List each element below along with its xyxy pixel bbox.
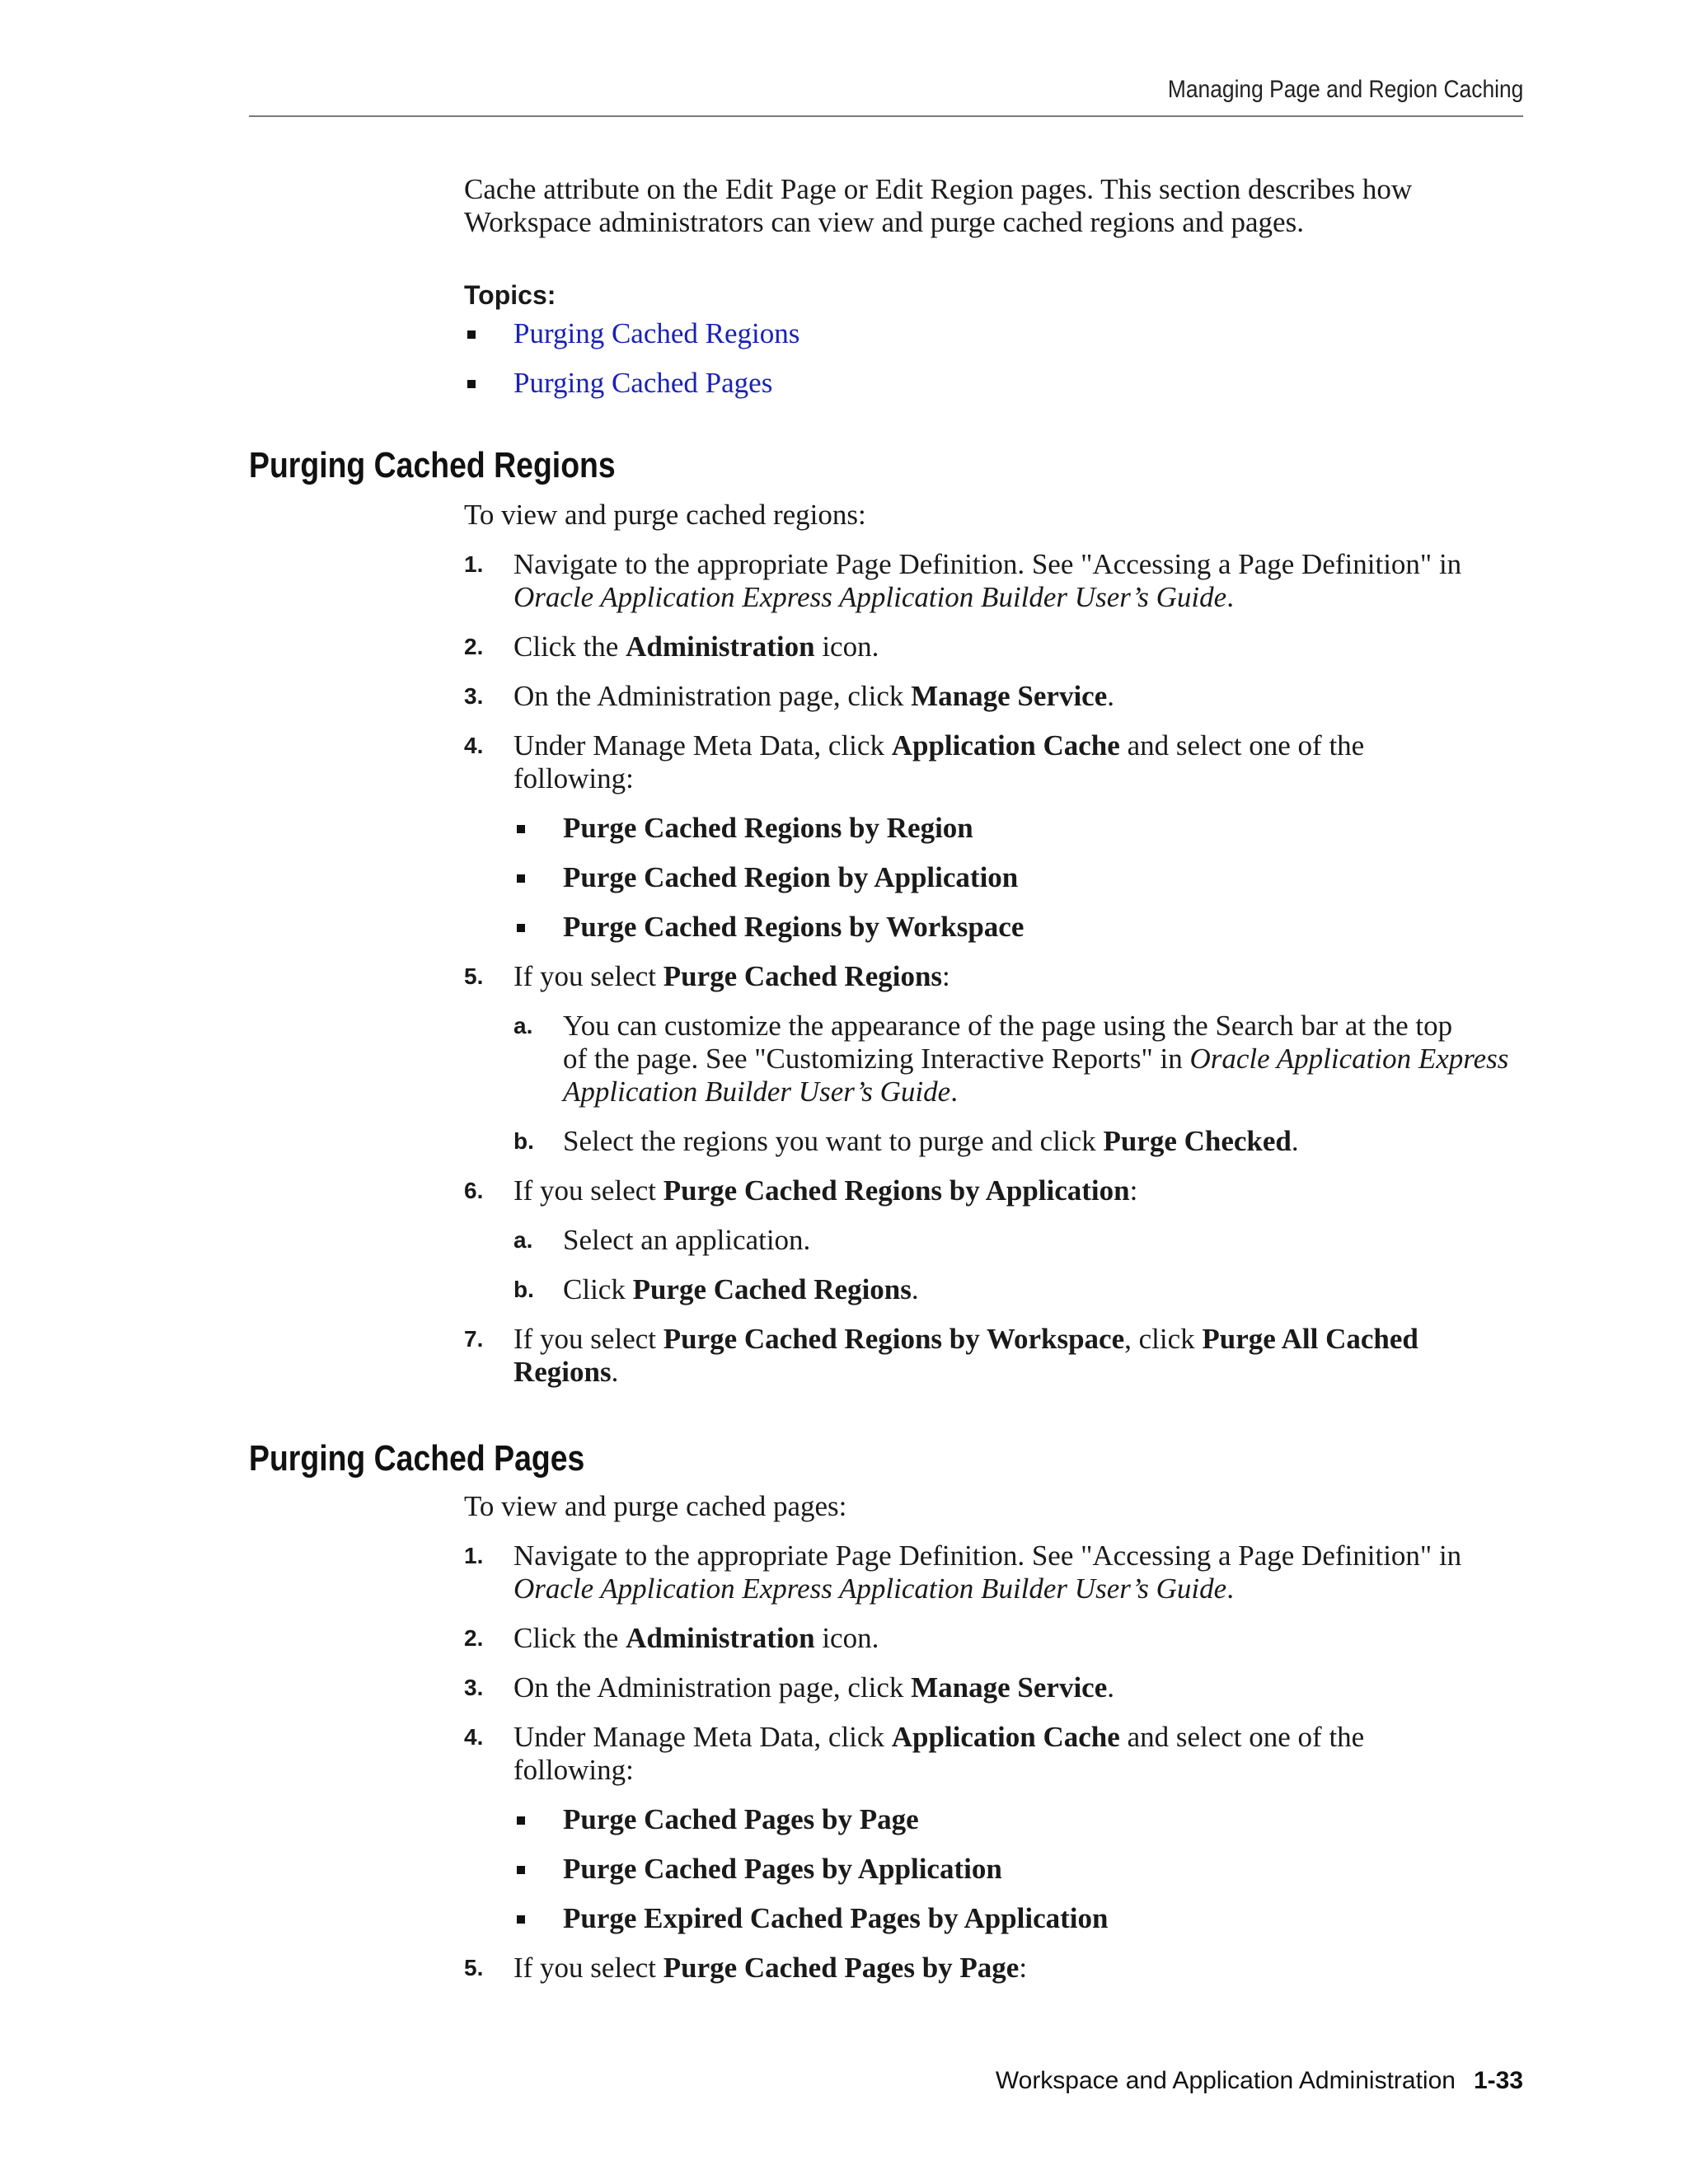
topics-label: Topics: [464,280,556,310]
page-number: 1-33 [1473,2067,1523,2094]
topic-item-pages [464,367,1527,400]
regions-step-4: 4. Under Manage Meta Data, click Application Cache and select one of the following: [464,729,1365,794]
step-text: Navigate to the appropriate Page Definition. See "Accessing a Page Definition" in [513,548,1462,580]
pages-step-4: 4. Under Manage Meta Data, click Application Cache and select one of the following: [464,1721,1365,1786]
topic-link-regions[interactable]: Purging Cached Regions [513,317,800,349]
header-rule [249,115,1523,117]
step-number: 4. [464,1724,484,1750]
step-number: 3. [464,1675,484,1700]
bullet-icon [517,1915,525,1924]
step-number: 2. [464,634,484,659]
regions-step-1: 1. Navigate to the appropriate Page Definition. See "Accessing a Page Definition" in Oracle Application Express Application Builder User’s Guide. [464,548,1527,614]
step-letter: a. [513,1227,533,1253]
bullet-icon [467,330,476,339]
section-heading-regions: Purging Cached Regions [249,445,616,485]
pages-option-2: Purge Cached Pages by Application [464,1853,1527,1886]
regions-option-2: Purge Cached Region by Application [464,861,1527,894]
bullet-icon [517,825,525,833]
bullet-icon [467,380,476,388]
regions-step-3: 3. On the Administration page, click Manage Service. [464,680,1114,712]
step-number: 6. [464,1178,484,1203]
intro-line-2: Workspace administrators can view and purge cached regions and pages. [464,206,1304,238]
step-number: 2. [464,1625,484,1651]
pages-option-1: Purge Cached Pages by Page [464,1803,1527,1836]
pages-lead: To view and purge cached pages: [464,1490,847,1522]
pages-step-3: 3. On the Administration page, click Manage Service. [464,1671,1114,1704]
regions-step-5a: a. You can customize the appearance of the page using the Search bar at the top of the page. See "Customizing Interactive Reports" in Oracle Application Express Application Builder User’s Guide. [513,1010,1509,1108]
page-footer [996,2067,1523,2095]
bullet-icon [517,1866,525,1874]
step-number: 3. [464,683,484,709]
regions-step-6: 6. If you select Purge Cached Regions by Application: [464,1174,1138,1207]
pages-step-2: 2. Click the Administration icon. [464,1622,879,1654]
guide-title: Oracle Application Express Application Builder User’s Guide [513,1572,1227,1605]
section-heading-pages: Purging Cached Pages [249,1438,585,1479]
regions-lead: To view and purge cached regions: [464,499,866,531]
bullet-icon [517,1816,525,1825]
step-number: 7. [464,1326,484,1352]
regions-step-5: 5. If you select Purge Cached Regions: [464,960,950,992]
regions-option-1: Purge Cached Regions by Region [464,812,1527,845]
pages-step-5: 5. If you select Purge Cached Pages by Page: [464,1952,1028,1984]
pages-step-1: 1. Navigate to the appropriate Page Definition. See "Accessing a Page Definition" in Oracle Application Express Application Builder User’s Guide. [464,1540,1462,1605]
footer-book-title: Workspace and Application Administration [995,2067,1456,2094]
guide-title: Oracle Application Express Application Builder User’s Guide [513,581,1227,613]
regions-step-5b: b. Select the regions you want to purge and click Purge Checked. [513,1125,1299,1157]
running-header: Managing Page and Region Caching [1167,76,1523,103]
step-number: 1. [464,1543,484,1568]
step-letter: b. [513,1128,534,1154]
step-letter: a. [513,1013,533,1038]
topic-link-pages[interactable]: Purging Cached Pages [513,367,773,399]
regions-step-2: 2. Click the Administration icon. [464,630,879,663]
bullet-icon [517,874,525,883]
regions-step-6a: a. Select an application. [513,1224,811,1256]
bullet-icon [517,924,525,932]
step-number: 5. [464,1955,484,1980]
step-letter: b. [513,1277,534,1302]
regions-step-7: 7. If you select Purge Cached Regions by Workspace, click Purge All Cached Regions. [464,1323,1418,1388]
regions-step-6b: b. Click Purge Cached Regions. [513,1273,919,1305]
intro-line-1: Cache attribute on the Edit Page or Edit Region pages. This section describes how [464,173,1413,205]
step-number: 1. [464,551,484,577]
regions-option-3: Purge Cached Regions by Workspace [464,911,1527,944]
topic-item-regions [464,317,1527,350]
pages-option-3: Purge Expired Cached Pages by Application [464,1902,1527,1935]
step-number: 4. [464,733,484,758]
step-number: 5. [464,963,484,989]
